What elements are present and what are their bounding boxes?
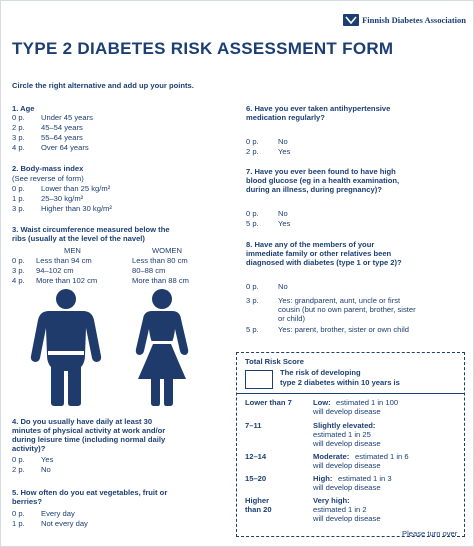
q3-heading: 3. Waist circumference measured below the — [12, 225, 170, 234]
q3-women-value[interactable]: Less than 80 cm — [132, 256, 188, 265]
risk-estimate: estimated 1 in 25 — [313, 430, 371, 439]
risk-estimate: estimated 1 in 6 — [355, 452, 409, 461]
q3-option-points[interactable]: 0 p. — [12, 256, 25, 265]
q8-heading: immediate family or other relatives been — [246, 249, 392, 258]
q3-option-points[interactable]: 4 p. — [12, 276, 25, 285]
score-range: 7–11 — [245, 421, 262, 430]
q3-men-value[interactable]: More than 102 cm — [36, 276, 98, 285]
score-range: 12–14 — [245, 452, 267, 461]
q5-option-label[interactable]: Not every day — [41, 519, 88, 528]
man-figure-icon — [26, 287, 106, 407]
q5-heading: berries? — [12, 497, 42, 506]
q3-men-value[interactable]: Less than 94 cm — [36, 256, 92, 265]
q7-option-points[interactable]: 5 p. — [246, 219, 259, 228]
total-risk-score-label: Total Risk Score — [245, 357, 304, 366]
q3-women-label: WOMEN — [152, 246, 182, 255]
score-range: Higher — [245, 496, 270, 505]
q5-option-points[interactable]: 1 p. — [12, 519, 25, 528]
q1-option-label[interactable]: 45–54 years — [41, 123, 83, 132]
q8-option-label[interactable]: or child) — [278, 314, 306, 323]
q8-heading: 8. Have any of the members of your — [246, 240, 375, 249]
q5-option-points[interactable]: 0 p. — [12, 509, 25, 518]
logo — [343, 13, 466, 27]
q6-option-label[interactable]: Yes — [278, 147, 291, 156]
q2-option-points[interactable]: 3 p. — [12, 204, 25, 213]
risk-estimate: will develop disease — [313, 439, 381, 448]
q1-option-points[interactable]: 3 p. — [12, 133, 25, 142]
risk-level: Slightly elevated: — [313, 421, 376, 430]
q4-option-points[interactable]: 2 p. — [12, 465, 25, 474]
q5-heading: 5. How often do you eat vegetables, fruit or — [12, 488, 168, 497]
risk-statement: type 2 diabetes within 10 years is — [280, 378, 400, 387]
score-range: Lower than 7 — [245, 398, 292, 407]
q6-option-points[interactable]: 0 p. — [246, 137, 259, 146]
q1-option-label[interactable]: Under 45 years — [41, 113, 93, 122]
q4-heading: 4. Do you usually have daily at least 30 — [12, 417, 153, 426]
q2-option-label[interactable]: Higher than 30 kg/m² — [41, 204, 112, 213]
risk-level: Moderate: — [313, 452, 350, 461]
risk-estimate: estimated 1 in 3 — [338, 474, 392, 483]
form-title: TYPE 2 DIABETES RISK ASSESSMENT FORM — [12, 39, 394, 58]
q8-option-label[interactable]: No — [278, 282, 288, 291]
q7-heading: during an illness, during pregnancy)? — [246, 185, 382, 194]
q2-option-label[interactable]: 25–30 kg/m² — [41, 194, 84, 203]
q6-option-label[interactable]: No — [278, 137, 288, 146]
risk-level: Low: — [313, 398, 331, 407]
q8-option-label[interactable]: cousin (but no own parent, brother, sister — [278, 305, 416, 314]
q6-heading: 6. Have you ever taken antihypertensive — [246, 104, 391, 113]
q3-heading: ribs (usually at the level of the navel) — [12, 234, 145, 243]
q3-option-points[interactable]: 3 p. — [12, 266, 25, 275]
q8-option-points[interactable]: 5 p. — [246, 325, 259, 334]
q7-option-points[interactable]: 0 p. — [246, 209, 259, 218]
q8-heading: diagnosed with diabetes (type 1 or type 2)? — [246, 258, 402, 267]
q8-option-points[interactable]: 3 p. — [246, 296, 259, 305]
q4-heading: activity)? — [12, 444, 46, 453]
footer-note: Please turn over — [402, 529, 458, 538]
risk-estimate: will develop disease — [313, 407, 381, 416]
logo-text: Finnish Diabetes Association — [362, 15, 466, 25]
q4-heading: during leisure time (including normal daily — [12, 435, 166, 444]
q7-heading: blood glucose (eg in a health examination, — [246, 176, 400, 185]
risk-estimate: will develop disease — [313, 514, 381, 523]
q1-option-points[interactable]: 0 p. — [12, 113, 25, 122]
score-range: than 20 — [245, 505, 272, 514]
q3-men-label: MEN — [64, 246, 81, 255]
q3-women-value[interactable]: More than 88 cm — [132, 276, 189, 285]
q7-heading: 7. Have you ever been found to have high — [246, 167, 396, 176]
q4-option-label[interactable]: No — [41, 465, 51, 474]
instruction-text: Circle the right alternative and add up your points. — [12, 81, 194, 90]
risk-estimate: will develop disease — [313, 461, 381, 470]
q8-option-label[interactable]: Yes: parent, brother, sister or own child — [278, 325, 409, 334]
score-range: 15–20 — [245, 474, 267, 483]
q2-option-label[interactable]: Lower than 25 kg/m² — [41, 184, 111, 193]
q5-option-label[interactable]: Every day — [41, 509, 75, 518]
score-divider — [236, 393, 465, 394]
q1-option-points[interactable]: 2 p. — [12, 123, 25, 132]
q1-option-label[interactable]: 55–64 years — [41, 133, 83, 142]
q4-option-label[interactable]: Yes — [41, 455, 54, 464]
q4-heading: minutes of physical activity at work and/or — [12, 426, 166, 435]
q3-women-value[interactable]: 80–88 cm — [132, 266, 166, 275]
q6-heading: medication regularly? — [246, 113, 325, 122]
risk-level: High: — [313, 474, 333, 483]
q2-option-points[interactable]: 0 p. — [12, 184, 25, 193]
q4-option-points[interactable]: 0 p. — [12, 455, 25, 464]
q7-option-label[interactable]: No — [278, 209, 288, 218]
q8-option-label[interactable]: Yes: grandparent, aunt, uncle or first — [278, 296, 401, 305]
q6-option-points[interactable]: 2 p. — [246, 147, 259, 156]
risk-estimate: estimated 1 in 100 — [336, 398, 399, 407]
q2-option-points[interactable]: 1 p. — [12, 194, 25, 203]
q7-option-label[interactable]: Yes — [278, 219, 291, 228]
risk-estimate: will develop disease — [313, 483, 381, 492]
q8-option-points[interactable]: 0 p. — [246, 282, 259, 291]
risk-level: Very high: — [313, 496, 350, 505]
total-score-input-box[interactable] — [245, 370, 273, 389]
association-logo-icon — [343, 13, 359, 27]
risk-estimate: estimated 1 in 2 — [313, 505, 367, 514]
q1-option-points[interactable]: 4 p. — [12, 143, 25, 152]
q2-subtext: (See reverse of form) — [12, 174, 84, 183]
woman-figure-icon — [122, 287, 202, 407]
risk-statement: The risk of developing — [280, 368, 361, 377]
q1-heading: 1. Age — [12, 104, 35, 113]
q3-men-value[interactable]: 94–102 cm — [36, 266, 74, 275]
q2-heading: 2. Body-mass index — [12, 164, 84, 173]
q1-option-label[interactable]: Over 64 years — [41, 143, 89, 152]
